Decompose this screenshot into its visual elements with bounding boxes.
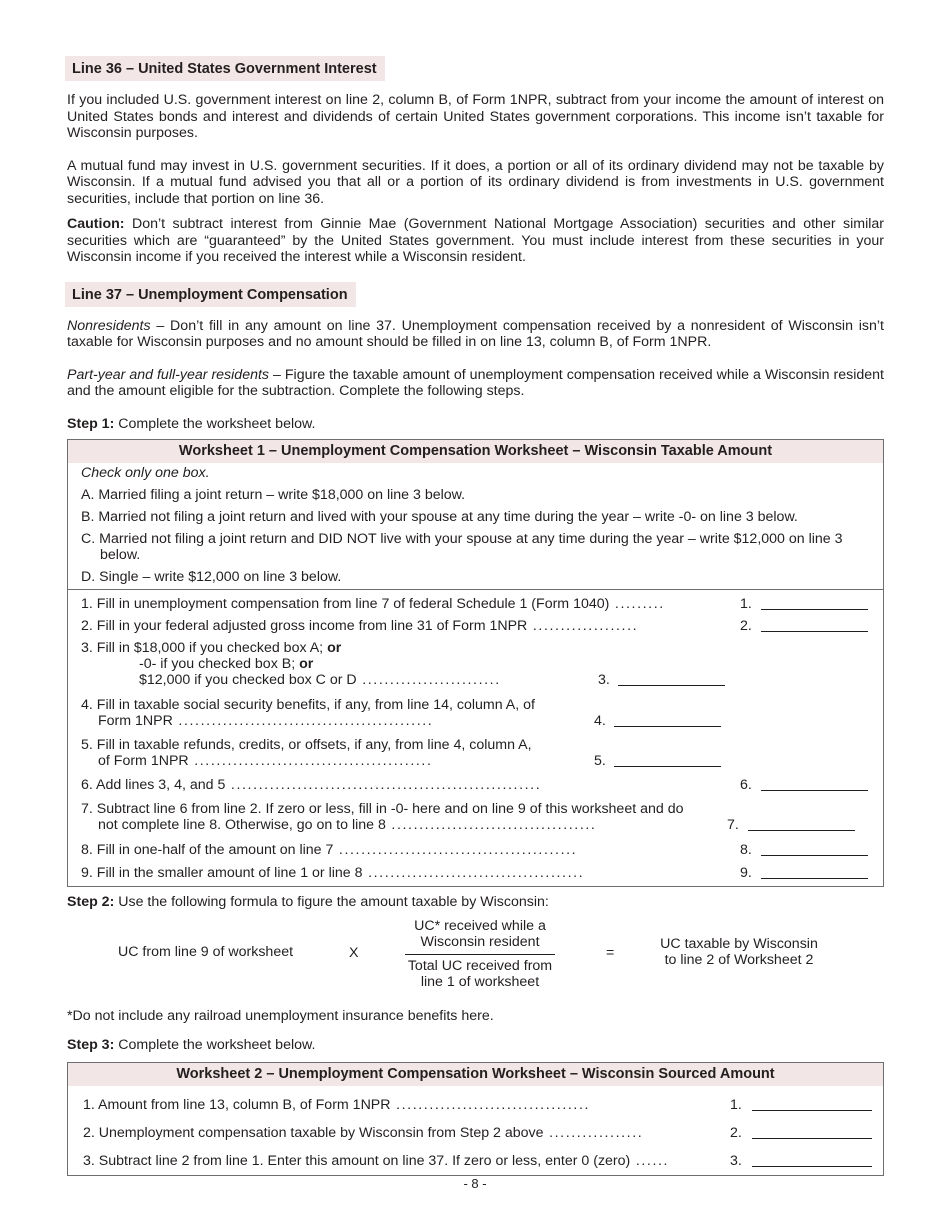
step3-text: Complete the worksheet below. bbox=[114, 1037, 316, 1053]
ws2-line-1-text: 1. Amount from line 13, column B, of Form 1NPR bbox=[83, 1096, 391, 1113]
caution-text: Don’t subtract interest from Ginnie Mae (Government National Mortgage Association) securities and other similar securities which are “guaranteed” by the United States government. You must include interest from these securities in your Wisconsin income if you received the interest while a Wisconsin resident. bbox=[67, 216, 884, 265]
check-only-one-note: Check only one box. bbox=[81, 465, 210, 481]
line36-paragraph-1: If you included U.S. government interest on line 2, column B, of Form 1NPR, subtract from your income the amount of interest on United States bonds and interest and dividends of certain United States government corporations. This income isn’t taxable for Wisconsin purposes. bbox=[67, 92, 884, 141]
step2-text: Use the following formula to figure the amount taxable by Wisconsin: bbox=[114, 894, 549, 910]
ws2-line-1-input[interactable] bbox=[752, 1097, 872, 1111]
worksheet-2 bbox=[67, 1062, 884, 1176]
ws1-line-9-number: 9. bbox=[740, 865, 752, 881]
ws1-line-4-number: 4. bbox=[594, 713, 606, 729]
ws1-line-2-text: 2. Fill in your federal adjusted gross income from line 31 of Form 1NPR bbox=[81, 618, 528, 634]
ws2-line-2: 2. Unemployment compensation taxable by Wisconsin from Step 2 above ................. 2. bbox=[68, 1125, 883, 1153]
ws1-line-3-number: 3. bbox=[598, 672, 610, 688]
ws1-line-3-text-a: 3. Fill in $18,000 if you checked box A; bbox=[81, 640, 324, 656]
numerator-line-1: UC* received while a bbox=[414, 917, 546, 934]
or-word: or bbox=[299, 656, 314, 672]
ws2-line-3: 3. Subtract line 2 from line 1. Enter this amount on line 37. If zero or less, enter 0 (zero) ...... 3. bbox=[68, 1153, 883, 1169]
formula-numerator bbox=[405, 918, 555, 950]
ws1-line-3: 3. Fill in $18,000 if you checked box A; or -0- if you checked box B; or $12,000 if you checked box C or D ......................... 3. bbox=[68, 640, 883, 697]
line37-heading: Line 37 – Unemployment Compensation bbox=[65, 282, 356, 307]
ws2-line-2-input[interactable] bbox=[752, 1125, 872, 1139]
ws1-line-9: 9. Fill in the smaller amount of line 1 or line 8 ....................................... 9. bbox=[68, 865, 883, 881]
uc-formula bbox=[67, 914, 884, 1008]
ws1-line-8-number: 8. bbox=[740, 842, 752, 858]
step3-label: Step 3: bbox=[67, 1037, 115, 1053]
ws1-line-7: 7. Subtract line 6 from line 2. If zero or less, fill in -0- here and on line 9 of this worksheet and do not complete line 8. Otherwise, go on to line 8 ..................................... 7. bbox=[68, 801, 883, 842]
option-b: B. Married not filing a joint return and lived with your spouse at any time during the year – write -0- on line 3 below. bbox=[81, 509, 798, 525]
step2-paragraph bbox=[67, 894, 884, 911]
result-line-2: to line 2 of Worksheet 2 bbox=[664, 951, 814, 968]
numerator-line-2: Wisconsin resident bbox=[420, 933, 540, 950]
ws1-line-4-text-a: 4. Fill in taxable social security benefits, if any, from line 14, column A, of bbox=[81, 697, 535, 713]
formula-result bbox=[653, 936, 825, 968]
ws2-line-3-text: 3. Subtract line 2 from line 1. Enter this amount on line 37. If zero or less, enter 0 (zero) bbox=[83, 1152, 631, 1169]
ws1-line-8-input[interactable] bbox=[761, 842, 868, 856]
ws1-line-4: 4. Fill in taxable social security benefits, if any, from line 14, column A, of Form 1NPR .............................................. 4. bbox=[68, 697, 883, 737]
ws1-line-1-text: 1. Fill in unemployment compensation from line 7 of federal Schedule 1 (Form 1040) bbox=[81, 596, 610, 612]
ws2-line-2-text: 2. Unemployment compensation taxable by Wisconsin from Step 2 above bbox=[83, 1124, 544, 1141]
step1-text: Complete the worksheet below. bbox=[114, 415, 316, 432]
page-number: - 8 - bbox=[463, 1176, 487, 1191]
or-word: or bbox=[327, 640, 342, 656]
ws1-line-1-number: 1. bbox=[740, 596, 752, 612]
step1-paragraph bbox=[67, 416, 884, 433]
worksheet-1-lines bbox=[68, 590, 883, 886]
result-line-1: UC taxable by Wisconsin bbox=[660, 935, 818, 952]
ws1-line-9-text: 9. Fill in the smaller amount of line 1 or line 8 bbox=[81, 865, 363, 881]
ws1-line-7-input[interactable] bbox=[748, 817, 855, 831]
ws1-line-7-text-a: 7. Subtract line 6 from line 2. If zero or less, fill in -0- here and on line 9 of this worksheet and do bbox=[81, 801, 684, 817]
ws1-line-4-text-b: Form 1NPR bbox=[98, 713, 173, 729]
denominator-line-1: Total UC received from bbox=[407, 957, 553, 974]
ws1-line-7-text-b: not complete line 8. Otherwise, go on to line 8 bbox=[98, 817, 386, 833]
worksheet-2-lines bbox=[68, 1086, 883, 1175]
step3-paragraph bbox=[67, 1037, 884, 1054]
formula-denominator bbox=[400, 958, 560, 990]
ws1-line-6: 6. Add lines 3, 4, and 5 ........................................................ 6. bbox=[68, 777, 883, 801]
nonresidents-paragraph bbox=[67, 318, 884, 351]
worksheet-1 bbox=[67, 439, 884, 887]
formula-times: X bbox=[349, 944, 359, 961]
line36-caution bbox=[67, 216, 884, 266]
ws1-line-1: 1. Fill in unemployment compensation from line 7 of federal Schedule 1 (Form 1040) ......... 1. bbox=[68, 596, 883, 618]
ws1-line-5-text-a: 5. Fill in taxable refunds, credits, or offsets, if any, from line 4, column A, bbox=[81, 737, 532, 753]
option-d: D. Single – write $12,000 on line 3 below. bbox=[81, 569, 342, 585]
part-year-paragraph bbox=[67, 367, 884, 400]
ws1-line-8: 8. Fill in one-half of the amount on line 7 ........................................... 8. bbox=[68, 842, 883, 865]
nonresidents-label: Nonresidents bbox=[67, 317, 151, 334]
ws1-line-9-input[interactable] bbox=[761, 865, 868, 879]
ws1-line-6-input[interactable] bbox=[761, 777, 868, 791]
ws1-line-5-input[interactable] bbox=[614, 753, 721, 767]
fraction-bar bbox=[405, 954, 555, 955]
instructions-page bbox=[67, 56, 884, 1176]
worksheet-1-title: Worksheet 1 – Unemployment Compensation Worksheet – Wisconsin Taxable Amount bbox=[68, 440, 883, 463]
ws1-line-3-text-b: -0- if you checked box B; bbox=[139, 656, 296, 672]
railroad-footnote: *Do not include any railroad unemployment insurance benefits here. bbox=[67, 1007, 494, 1024]
denominator-line-2: line 1 of worksheet bbox=[420, 973, 540, 990]
ws1-line-4-input[interactable] bbox=[614, 713, 721, 727]
ws1-line-5-text-b: of Form 1NPR bbox=[98, 753, 189, 769]
ws2-line-3-number: 3. bbox=[730, 1152, 742, 1169]
caution-label: Caution: bbox=[67, 216, 125, 232]
part-year-label: Part-year and full-year residents bbox=[67, 366, 270, 383]
ws2-line-1-number: 1. bbox=[730, 1096, 742, 1113]
step2-label: Step 2: bbox=[67, 894, 115, 910]
step1-label: Step 1: bbox=[67, 415, 115, 432]
formula-left-term: UC from line 9 of worksheet bbox=[118, 943, 294, 960]
part-year-text: – Figure the taxable amount of unemployment compensation received while a Wisconsin resident and the amount eligible for the subtraction. Complete the following steps. bbox=[67, 366, 884, 399]
ws1-line-2-input[interactable] bbox=[761, 618, 868, 632]
ws1-line-7-number: 7. bbox=[727, 817, 739, 833]
filing-status-options bbox=[68, 463, 883, 590]
ws1-line-1-input[interactable] bbox=[761, 596, 868, 610]
nonresidents-text: – Don’t fill in any amount on line 37. Unemployment compensation received by a nonresident of Wisconsin isn’t taxable for Wisconsin purposes and no amount should be filled in on line 13, column B, of Form 1NPR. bbox=[67, 317, 884, 350]
option-a: A. Married filing a joint return – write $18,000 on line 3 below. bbox=[81, 487, 466, 503]
ws1-line-6-number: 6. bbox=[740, 777, 752, 793]
ws1-line-2-number: 2. bbox=[740, 618, 752, 634]
formula-equals: = bbox=[606, 944, 615, 961]
line36-heading: Line 36 – United States Government Interest bbox=[65, 56, 385, 81]
ws1-line-6-text: 6. Add lines 3, 4, and 5 bbox=[81, 777, 226, 793]
line36-paragraph-2: A mutual fund may invest in U.S. government securities. If it does, a portion or all of its ordinary dividend may not be taxable by Wisconsin. If a mutual fund advised you that all or a portion of its ordinary dividend is from investments in U.S. government securities, include that portion on line 36. bbox=[67, 157, 884, 207]
ws1-line-5: 5. Fill in taxable refunds, credits, or offsets, if any, from line 4, column A, of Form 1NPR ........................................... 5. bbox=[68, 737, 883, 777]
ws2-line-2-number: 2. bbox=[730, 1124, 742, 1141]
ws1-line-8-text: 8. Fill in one-half of the amount on line 7 bbox=[81, 842, 334, 858]
option-c: C. Married not filing a joint return and DID NOT live with your spouse at any time during the year – write $12,000 on line 3 below. bbox=[81, 531, 843, 563]
ws2-line-1: 1. Amount from line 13, column B, of Form 1NPR ................................... 1. bbox=[68, 1097, 883, 1125]
ws1-line-5-number: 5. bbox=[594, 753, 606, 769]
ws1-line-3-input[interactable] bbox=[618, 672, 725, 686]
ws1-line-3-text-c: $12,000 if you checked box C or D bbox=[139, 672, 357, 688]
worksheet-2-title: Worksheet 2 – Unemployment Compensation Worksheet – Wisconsin Sourced Amount bbox=[68, 1063, 883, 1086]
ws2-line-3-input[interactable] bbox=[752, 1153, 872, 1167]
ws1-line-2: 2. Fill in your federal adjusted gross income from line 31 of Form 1NPR ................... 2. bbox=[68, 618, 883, 640]
